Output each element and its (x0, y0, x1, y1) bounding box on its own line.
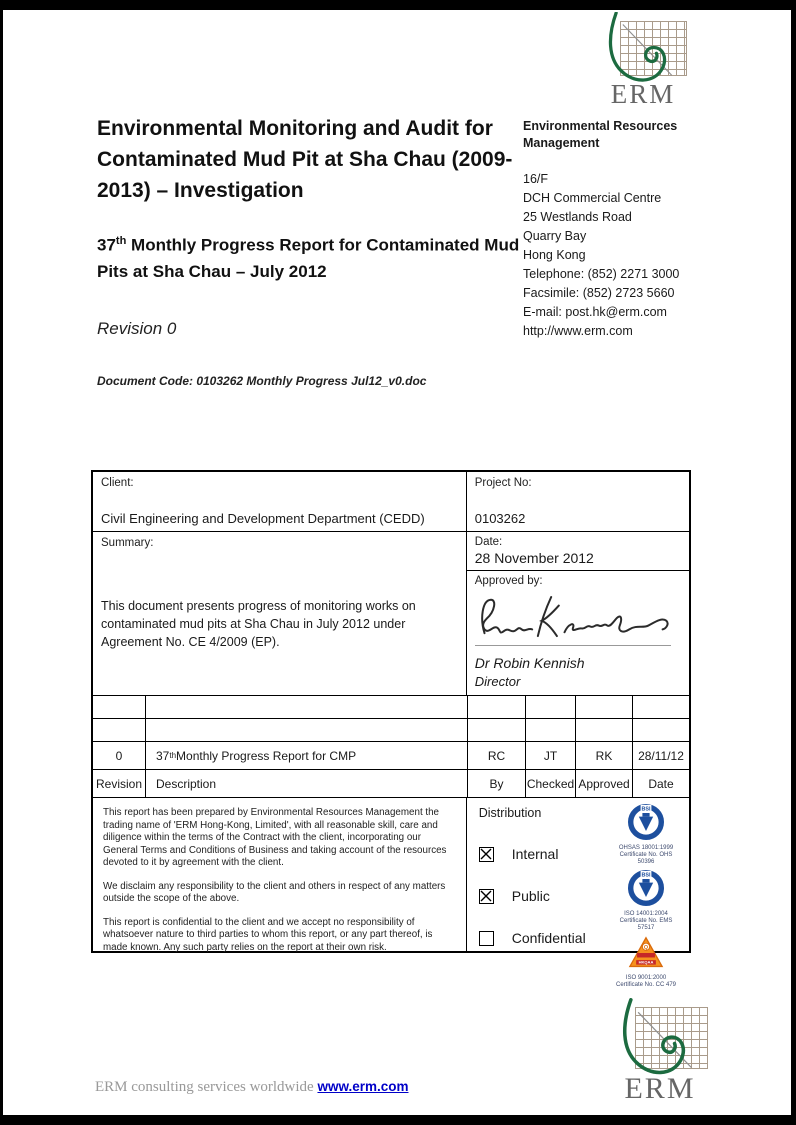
certification-badges (613, 804, 679, 993)
internal-checkbox[interactable] (479, 847, 494, 862)
confidential-checkbox[interactable] (479, 931, 494, 946)
title-block (97, 113, 527, 388)
distribution-label: Distribution (478, 806, 542, 820)
client-value: Civil Engineering and Development Department (CEDD) (101, 511, 425, 526)
certification-caption: Certificate No. OHS 50396 (619, 852, 673, 865)
entry-description-ordinal: th (169, 751, 177, 760)
address-line: 25 Westlands Road (523, 210, 632, 224)
internal-option-label: Internal (511, 846, 559, 862)
certification-caption: ISO 9001:2000 (625, 975, 667, 981)
svg-text:Q: Q (643, 944, 649, 951)
entry-date: 28/11/12 (638, 748, 684, 763)
address-line: Hong Kong (523, 248, 586, 262)
svg-text:BSI: BSI (641, 872, 651, 879)
approver-name: Dr Robin Kennish (474, 655, 585, 671)
subtitle-ordinal: th (115, 235, 127, 247)
disclaimer-paragraph: We disclaim any responsibility to the client and others in respect of any matters outside the scope of the above. (103, 880, 446, 904)
column-header-checked: Checked (526, 770, 576, 797)
erm-logo-header (595, 12, 691, 108)
column-header-by: By (468, 770, 526, 797)
erm-fern-spiral-icon (608, 998, 712, 1076)
signature-rule (475, 645, 671, 646)
address-line: 16/F (523, 172, 549, 186)
distribution-cell (467, 798, 689, 988)
erm-logo-text: ERM (610, 79, 676, 109)
erm-logo-graphic (608, 998, 712, 1076)
page-title: Environmental Monitoring and Audit for Contaminated Mud Pit at Sha Chau (2009-2013) – Investigation (97, 117, 513, 202)
project-no-cell (467, 472, 689, 531)
entry-checked: JT (526, 742, 576, 769)
subtitle-number: 37 (97, 235, 116, 255)
svg-text:HKQAA: HKQAA (638, 959, 654, 965)
revision-history-header-row (93, 770, 689, 798)
erm-logo-text: ERM (624, 1072, 696, 1105)
footer-website-link[interactable]: www.erm.com (317, 1079, 409, 1094)
summary-cell (93, 532, 467, 695)
svg-text:BSI: BSI (641, 806, 651, 813)
company-address-block (523, 118, 703, 341)
revision-history-empty-row (93, 719, 689, 742)
approved-by-label: Approved by: (474, 575, 543, 587)
approver-title: Director (474, 674, 521, 689)
project-no-value: 0103262 (474, 511, 526, 526)
certification-caption: Certificate No. CC 479 (615, 982, 677, 988)
certification-caption: OHSAS 18001:1999 (618, 845, 674, 851)
revision-label: Revision 0 (97, 318, 177, 338)
document-info-table (91, 470, 691, 988)
summary-text: This document presents progress of monitoring works on contaminated mud pits at Sha Chau in July 2012 under Agreement No. CE 4/2009 (EP). (101, 599, 416, 649)
bsi-iso14001-badge (613, 870, 679, 932)
column-header-approved: Approved (576, 770, 633, 797)
summary-approval-row (93, 532, 689, 696)
date-cell (467, 532, 689, 571)
approved-by-cell (467, 571, 689, 695)
client-cell (93, 472, 467, 531)
entry-approved: RK (576, 742, 633, 769)
erm-fern-spiral-icon (595, 12, 691, 83)
subtitle-text: Monthly Progress Report for Contaminated Mud Pits at Sha Chau – July 2012 (97, 235, 520, 281)
company-name: Environmental Resources Management (523, 119, 678, 150)
column-header-date: Date (648, 776, 674, 791)
erm-logo-graphic (595, 12, 691, 83)
project-no-label: Project No: (474, 477, 532, 489)
entry-by: RC (468, 742, 526, 769)
address-line: Quarry Bay (523, 229, 587, 243)
confidential-option-label: Confidential (511, 930, 586, 946)
certification-caption: ISO 14001:2004 (624, 911, 668, 917)
document-code: Document Code: 0103262 Monthly Progress Jul12_v0.doc (97, 373, 427, 388)
disclaimer-distribution-row (93, 798, 689, 988)
revision-history-entry-row (93, 742, 689, 770)
public-checkbox[interactable] (479, 889, 494, 904)
disclaimer-paragraph: This report has been prepared by Environmental Resources Management the trading name of 'ERM Hong-Kong, Limited', with all reasonable skill, care and diligence within the terms of the Contract with the client, incorporating our General Terms and Conditions of Business and taking account of the resources devoted to it by agreement with the client. (103, 807, 447, 868)
erm-logo-footer (608, 998, 712, 1104)
public-option-label: Public (511, 888, 550, 904)
date-value: 28 November 2012 (474, 550, 594, 566)
entry-description-text: Monthly Progress Report for CMP (176, 748, 357, 763)
client-label: Client: (101, 477, 134, 489)
date-label: Date: (474, 536, 503, 548)
hkqaa-iso9001-badge (613, 936, 679, 989)
bsi-ohsas-badge (613, 804, 679, 866)
footer (95, 1078, 409, 1096)
summary-label: Summary: (101, 537, 154, 549)
revision-history-empty-row (93, 696, 689, 719)
company-email: E-mail: post.hk@erm.com (523, 305, 667, 319)
footer-tagline: ERM consulting services worldwide (95, 1079, 318, 1095)
date-approved-column (467, 532, 689, 695)
column-header-description: Description (146, 770, 468, 797)
column-header-revision: Revision (93, 770, 146, 797)
approver-signature (475, 589, 675, 645)
address-line: DCH Commercial Centre (523, 191, 662, 205)
company-website: http://www.erm.com (523, 324, 633, 338)
disclaimer-cell (93, 798, 467, 951)
company-facsimile: Facsimile: (852) 2723 5660 (523, 286, 675, 300)
entry-description-number: 37 (156, 748, 170, 763)
company-telephone: Telephone: (852) 2271 3000 (523, 267, 680, 281)
client-project-row (93, 472, 689, 532)
disclaimer-paragraph: This report is confidential to the client and we accept no responsibility of whatsoever nature to third parties to whom this report, or any part thereof, is made known. Any such party relies on the report at their own risk. (103, 916, 433, 953)
certification-caption: Certificate No. EMS 57517 (619, 918, 673, 931)
entry-revision: 0 (93, 742, 146, 769)
report-subtitle (97, 228, 527, 285)
entry-description (146, 742, 468, 769)
